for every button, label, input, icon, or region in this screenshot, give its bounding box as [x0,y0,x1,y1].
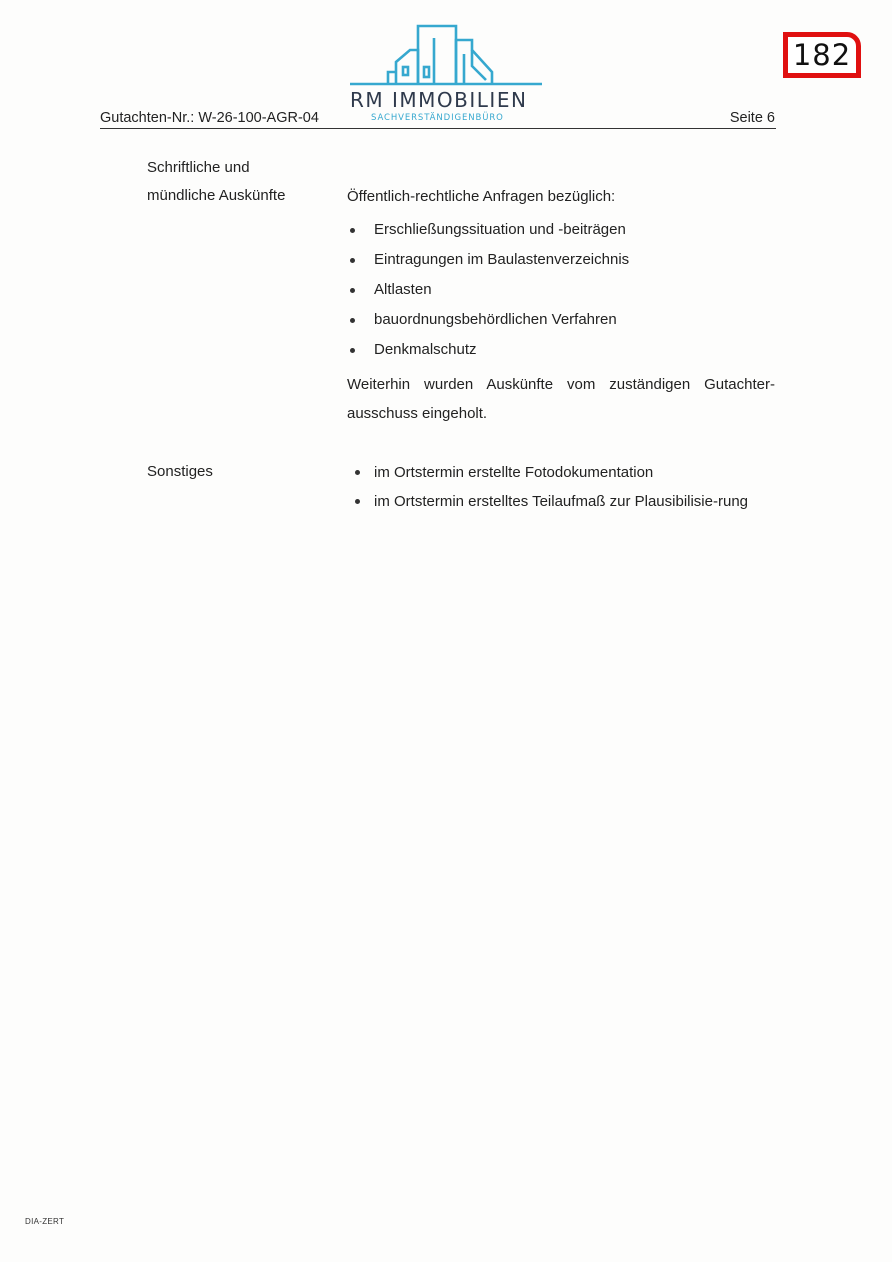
bullet-icon [350,258,355,263]
section-label-sonstiges: Sonstiges [147,463,213,480]
list-item [347,340,775,360]
section-content-sonstiges [347,458,775,516]
company-logo [348,20,548,130]
list-item [347,220,775,240]
list-item-text: Altlasten [374,281,432,298]
bullet-icon [355,499,360,504]
auskuenfte-closing: Weiterhin wurden Auskünfte vom zuständigen Gutachter-ausschuss eingeholt. [347,376,775,422]
list-item-text: im Ortstermin erstellte Fotodokumentation [374,464,654,481]
logo-title: RM IMMOBILIEN [350,88,528,112]
footer-code: DIA-ZERT [25,1217,65,1226]
page-number-stamp [783,32,861,78]
auskuenfte-list [347,220,775,360]
bullet-icon [355,470,360,475]
section-content-auskuenfte [347,187,775,428]
auskuenfte-intro: Öffentlich-rechtliche Anfragen bezüglich: [347,188,616,205]
list-item [347,458,775,487]
bullet-icon [350,288,355,293]
buildings-skyline-icon [348,20,548,90]
bullet-icon [350,318,355,323]
section-label-auskuenfte-line2: mündliche Auskünfte [147,187,286,204]
list-item-text: im Ortstermin erstelltes Teilaufmaß zur Plausibilisie-rung [374,493,749,510]
list-item [347,280,775,300]
page-label: Seite 6 [729,110,775,126]
list-item-text: Erschließungssituation und -beiträgen [374,221,626,238]
page-number-stamp-text: 182 [792,38,852,72]
list-item-text: Denkmalschutz [374,341,477,358]
bullet-icon [350,228,355,233]
list-item-text: Eintragungen im Baulastenverzeichnis [374,251,630,268]
list-item [347,487,775,516]
logo-subtitle: SACHVERSTÄNDIGENBÜRO [371,113,504,123]
section-label-auskuenfte-line1: Schriftliche und [147,159,250,176]
bullet-icon [350,348,355,353]
list-item-text: bauordnungsbehördlichen Verfahren [374,311,617,328]
header-divider [100,128,776,129]
list-item [347,250,775,270]
report-number: Gutachten-Nr.: W-26-100-AGR-04 [100,110,319,126]
sonstiges-list [347,458,775,516]
list-item [347,310,775,330]
